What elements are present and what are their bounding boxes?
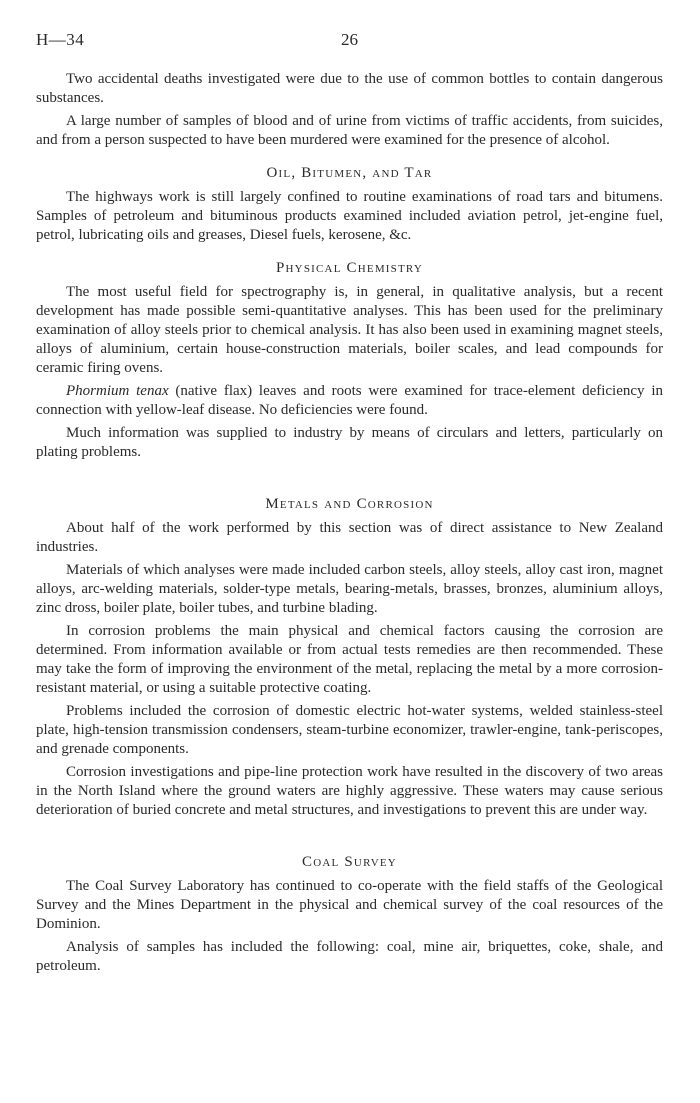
section-heading: Oil, Bitumen, and Tar	[266, 165, 433, 181]
section-heading: Physical Chemistry	[276, 260, 423, 276]
physical-chemistry-section	[36, 260, 663, 462]
section-heading: Coal Survey	[302, 854, 397, 870]
paragraph: Corrosion investigations and pipe-line protection work have resulted in the discovery of two areas in the North Island where the ground waters are highly aggressive. These waters may cause serious deterioration of buried concrete and metal structures, and investigations to prevent this are under way.	[36, 764, 663, 818]
running-header	[36, 30, 663, 54]
document-reference: H—34	[36, 30, 85, 49]
species-name: Phormium tenax	[66, 383, 169, 399]
paragraph: Phormium tenax (native flax) leaves and roots were examined for trace-element deficiency in connection with yellow-leaf disease. No deficiencies were found.	[36, 383, 663, 418]
paragraph: The Coal Survey Laboratory has continued to co-operate with the field staffs of the Geological Survey and the Mines Department in the physical and chemical survey of the coal resources of the Dominion.	[36, 878, 663, 932]
paragraph: A large number of samples of blood and of urine from victims of traffic accidents, from suicides, and from a person suspected to have been murdered were examined for the presence of alcohol.	[36, 113, 663, 148]
paragraph: Analysis of samples has included the following: coal, mine air, briquettes, coke, shale, and petroleum.	[36, 939, 663, 974]
paragraph: The highways work is still largely confined to routine examinations of road tars and bitumens. Samples of petroleum and bituminous products examined included aviation petrol, jet-engine fuel, petrol, lubricating oils and greases, Diesel fuels, kerosene, &c.	[36, 189, 663, 243]
oil-bitumen-tar-section	[36, 165, 663, 245]
metals-corrosion-section	[36, 496, 663, 820]
page-number: 26	[341, 30, 358, 49]
paragraph: Much information was supplied to industry by means of circulars and letters, particularly on plating problems.	[36, 425, 663, 460]
paragraph: Two accidental deaths investigated were due to the use of common bottles to contain dangerous substances.	[36, 71, 663, 106]
paragraph: Materials of which analyses were made included carbon steels, alloy steels, alloy cast iron, magnet alloys, arc-welding materials, solder-type metals, bearing-metals, brasses, bronzes, aluminium alloys, zinc dross, boiler plate, boiler tubes, and turbine blading.	[36, 562, 663, 616]
intro-section	[36, 70, 663, 150]
paragraph: Problems included the corrosion of domestic electric hot-water systems, welded stainless-steel plate, high-tension transmission condensers, steam-turbine economizer, trawler-engine, tank-periscopes, and grenade components.	[36, 703, 663, 757]
paragraph: In corrosion problems the main physical and chemical factors causing the corrosion are determined. From information available or from actual tests remedies are then recommended. These may take the form of improving the environment of the metal, replacing the metal by a more corrosion-resistant material, or using a suitable protective coating.	[36, 623, 663, 696]
paragraph: About half of the work performed by this section was of direct assistance to New Zealand industries.	[36, 520, 663, 555]
coal-survey-section	[36, 854, 663, 976]
paragraph: The most useful field for spectrography is, in general, in qualitative analysis, but a recent development has made possible semi-quantitative analyses. This has been used for the preliminary examination of alloy steels prior to chemical analysis. It has also been used in examining magnet steels, alloys of aluminium, certain house-construction materials, boiler scales, and lead compounds for ceramic firing ovens.	[36, 284, 663, 376]
section-heading: Metals and Corrosion	[265, 496, 434, 512]
